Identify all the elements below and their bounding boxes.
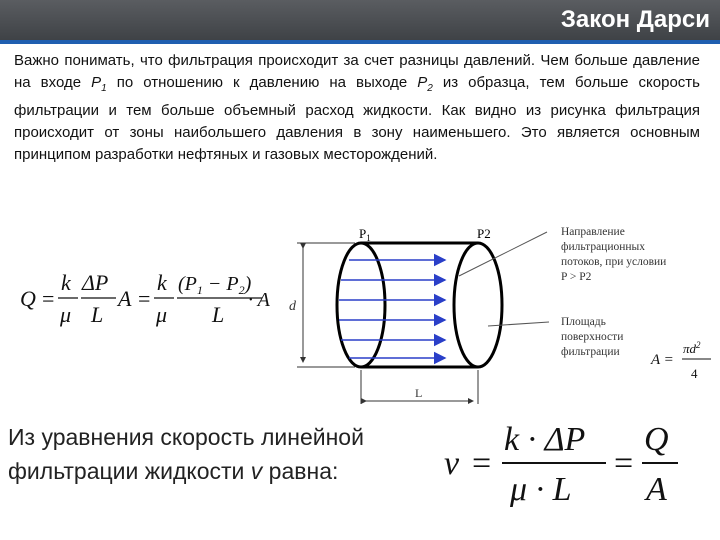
intro-paragraph bbox=[14, 50, 700, 166]
cylinder-diagram bbox=[283, 218, 720, 404]
area-formula-num: $\pi d^2$ bbox=[683, 340, 701, 356]
velocity-formula-denominator: μ · L bbox=[510, 471, 572, 508]
formula-k-1: k bbox=[61, 270, 71, 295]
formula-equals-1: = bbox=[42, 286, 55, 311]
area-note-line-2: поверхности bbox=[561, 331, 624, 343]
paragraph-text-3: из образца, тем больше скорость фильтрации и тем больше объемный расход жидкости. Как видно из рисунка фильтрация происходит от зоны наибольшего давления в зону наименьшего. Это является основным принципом разработки нефтяных и газовых месторождений. bbox=[14, 74, 700, 163]
area-note-line-3: фильтрации bbox=[561, 346, 620, 358]
p2-symbol: P bbox=[417, 74, 428, 91]
direction-leader-line bbox=[459, 232, 547, 276]
direction-note-line-1: Направление bbox=[561, 226, 625, 238]
p2-label: P2 bbox=[477, 226, 491, 241]
page-title: Закон Дарси bbox=[560, 6, 710, 33]
svg-text:(P1 − P2) bbox=[178, 273, 252, 297]
formula-open-paren: (P bbox=[178, 273, 197, 295]
formula-k-2: k bbox=[157, 270, 167, 295]
direction-note-line-3: потоков, при условии bbox=[561, 256, 667, 268]
formula-equals-2: = bbox=[138, 286, 151, 311]
velocity-formula-numerator: k · ΔP bbox=[504, 421, 586, 458]
length-label: L bbox=[415, 386, 423, 400]
cylinder-shape bbox=[337, 243, 502, 367]
formula-mu-2: μ bbox=[156, 302, 168, 327]
area-leader-line bbox=[488, 322, 549, 326]
paragraph-text-2: по отношению к давлению на выходе bbox=[106, 74, 418, 91]
formula-delta-p: ΔP bbox=[82, 270, 109, 295]
formula-sub-2: 2 bbox=[238, 283, 245, 297]
darcy-flow-formula bbox=[18, 266, 280, 330]
p1-label: $P_1$ bbox=[359, 226, 371, 243]
area-note-line-1: Площадь bbox=[561, 316, 606, 328]
formula-dot-a: · A bbox=[248, 289, 270, 311]
velocity-formula-q: Q bbox=[644, 421, 669, 458]
p1-subscript: 1 bbox=[101, 83, 107, 94]
area-formula-den: 4 bbox=[691, 366, 698, 381]
area-formula-a: A = bbox=[651, 352, 674, 368]
formula-close-paren: ) bbox=[244, 273, 252, 295]
velocity-statement bbox=[8, 420, 408, 488]
velocity-formula-equals-1: = bbox=[472, 445, 492, 482]
direction-note-line-2: фильтрационных bbox=[561, 241, 646, 253]
velocity-formula bbox=[440, 418, 690, 510]
formula-sub-1: 1 bbox=[196, 283, 203, 297]
velocity-formula-equals-2: = bbox=[614, 445, 634, 482]
formula-q-symbol: Q bbox=[20, 286, 36, 311]
velocity-statement-line-2: фильтрации жидкости v равна: bbox=[8, 458, 339, 484]
direction-note-condition: P > P2 bbox=[561, 271, 592, 283]
flow-arrows bbox=[339, 260, 445, 358]
diameter-dimension bbox=[297, 243, 355, 367]
header-accent-line bbox=[0, 40, 720, 44]
area-formula bbox=[650, 340, 711, 381]
velocity-formula-a: A bbox=[646, 471, 667, 508]
p2-subscript: 2 bbox=[427, 83, 433, 94]
velocity-symbol: v bbox=[250, 458, 263, 484]
velocity-statement-line-1: Из уравнения скорость линейной bbox=[8, 424, 364, 450]
formula-a-1: A bbox=[118, 286, 132, 311]
diameter-label: d bbox=[289, 299, 296, 314]
formula-l-1: L bbox=[91, 302, 104, 327]
formula-minus-p: − P bbox=[202, 273, 239, 295]
p1-symbol: P bbox=[91, 74, 102, 91]
formula-l-2: L bbox=[212, 302, 225, 327]
velocity-formula-v: v bbox=[444, 445, 460, 482]
formula-mu-1: μ bbox=[60, 302, 72, 327]
paragraph-text-1: Важно понимать, что фильтрация происходит за счет разницы давлений. Чем больше давление на входе bbox=[14, 52, 700, 91]
